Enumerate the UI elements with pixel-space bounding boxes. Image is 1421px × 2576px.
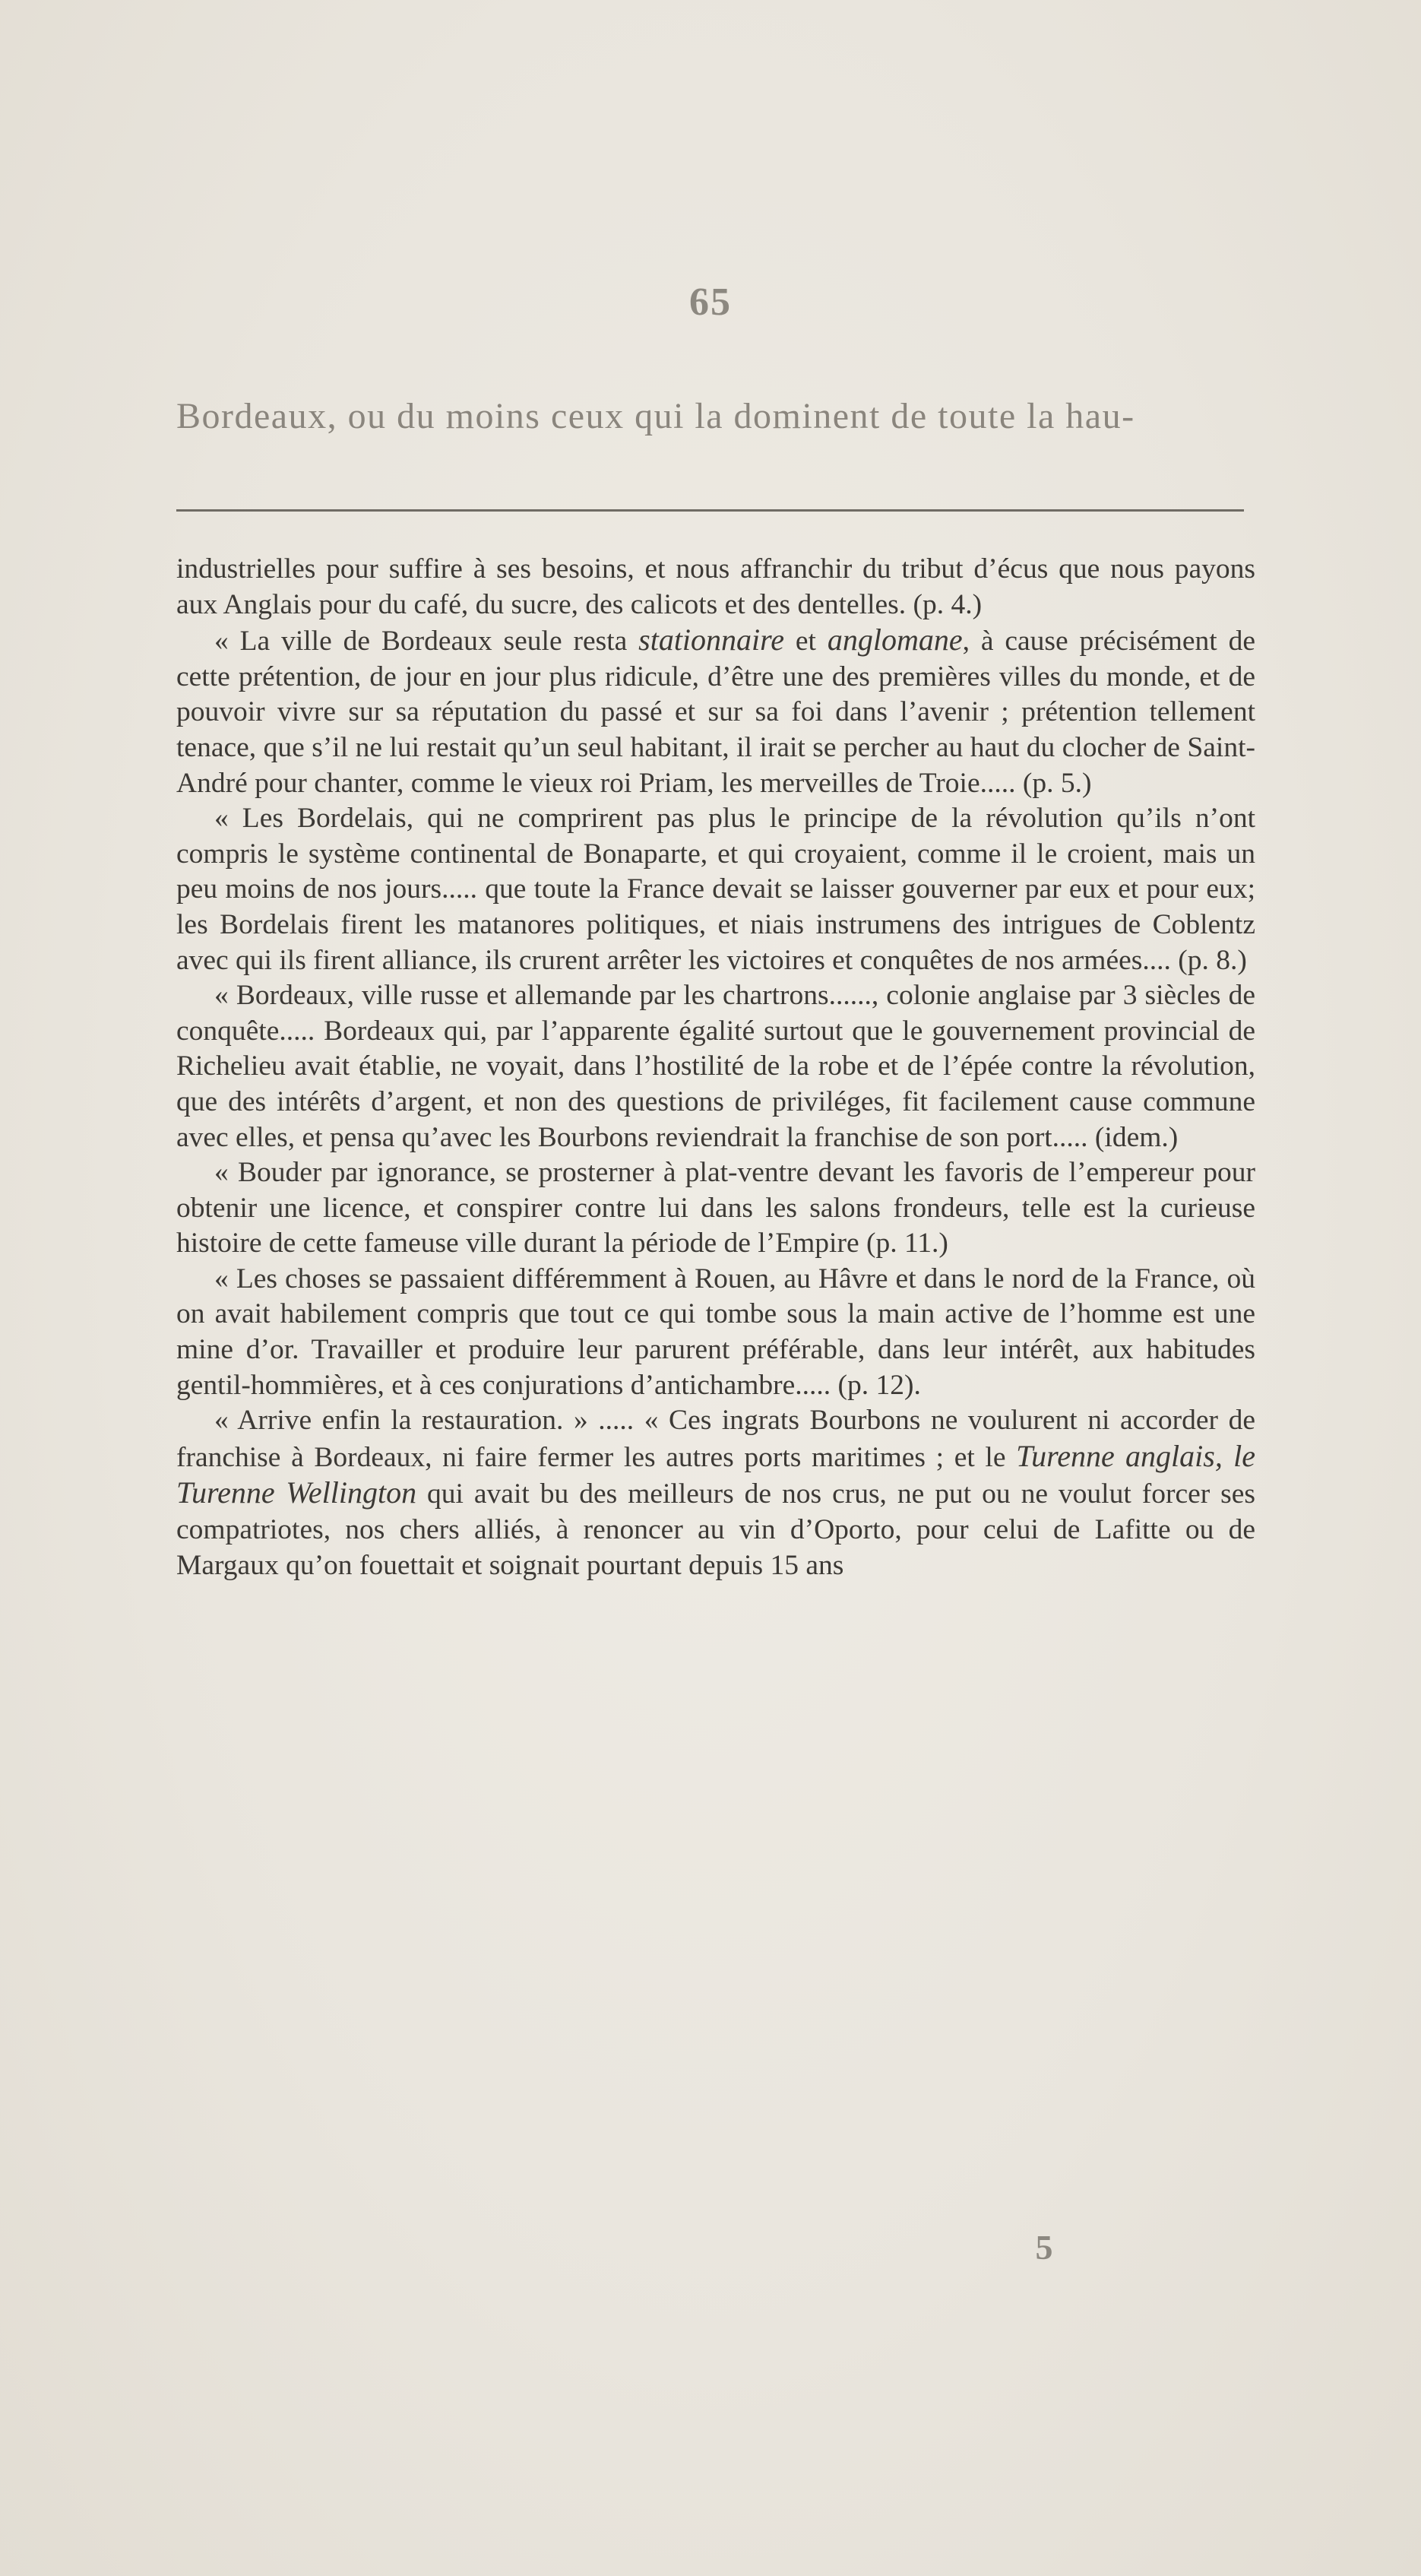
text-run: « Les Bordelais, qui ne comprirent pas plus le principe de la révolution qu’ils n’ont compris le système continental de Bonaparte, et qui croyaient, comme il le croient, mais un peu moins de nos jours..... que toute la France devait se laisser gouverner par eux et pour eux; les Bordelais firent les matanores politiques, et niais instrumens des intrigues de Coblentz avec qui ils firent alliance, ils crurent arrêter les victoires et conquêtes de nos armées.... (p. 8.) [176,803,1255,976]
text-run: « Bordeaux, ville russe et allemande par les chartrons......, colonie anglaise par 3 siècles de conquête..... Bordeaux qui, par l’apparente égalité surtout que le gouvernement provincial de Richelieu avait établie, ne voyait, dans l’hostilité de la robe et de l’épée contre la révolution, que des intérêts d’argent, et non des questions de priviléges, fit facilement cause commune avec elles, et pensa qu’avec les Bourbons reviendrait la franchise de son port..... (idem.) [176,980,1255,1153]
paragraph [176,623,1255,801]
paragraph [176,801,1255,978]
text-run: , à cause précisément de cette prétention, de jour en jour plus ridicule, d’être une des premières villes du monde, et de pouvoir vivre sur sa réputation du passé et sur sa foi dans l’avenir ; prétention tellement tenace, que s’il ne lui restait qu’un seul habitant, il irait se percher au haut du clocher de Saint-André pour chanter, comme le vieux roi Priam, les merveilles de Troie..... (p. 5.) [176,626,1255,799]
text-run: « Les choses se passaient différemment à Rouen, au Hâvre et dans le nord de la France, où on avait habilement compris que tout ce qui tombe sous la main active de l’homme est une mine d’or. Travailler et produire leur parurent préférable, dans leur intérêt, aux habitudes gentil-hommières, et à ces conjurations d’antichambre..... (p. 12). [176,1263,1255,1401]
italic-text: Turenne anglais, le Turenne Wellington [176,1438,1255,1510]
italic-text: stationnaire [638,623,784,657]
body-text [176,552,1255,1583]
paragraph [176,552,1255,623]
italic-text: anglomane [827,623,963,657]
signature-mark: 5 [1035,2228,1053,2267]
paragraph [176,1403,1255,1583]
header-rule [176,509,1244,512]
running-head: Bordeaux, ou du moins ceux qui la dominent de toute la hau- [176,396,1135,436]
text-run: et [784,626,828,657]
text-run: « Bouder par ignorance, se prosterner à plat-ventre devant les favoris de l’empereur pour obtenir une licence, et conspirer contre lui dans les salons frondeurs, telle est la curieuse histoire de cette fameuse ville durant la période de l’Empire (p. 11.) [176,1157,1255,1259]
paragraph [176,978,1255,1155]
text-run: qui avait bu des meilleurs de nos crus, ne put ou ne voulut forcer ses compatriotes, nos chers alliés, à renoncer au vin d’Oporto, pour celui de Lafitte ou de Margaux qu’on fouettait et soignait pourtant depuis 15 ans [176,1478,1256,1581]
page-number: 65 [689,280,732,324]
text-run: « La ville de Bordeaux seule resta [214,626,639,657]
text-run: industrielles pour suffire à ses besoins, et nous affranchir du tribut d’écus que nous payons aux Anglais pour du café, du sucre, des calicots et des dentelles. (p. 4.) [176,553,1255,620]
paragraph [176,1155,1255,1262]
text-run: « Arrive enfin la restauration. » ..... « Ces ingrats Bourbons ne voulurent ni accorder de franchise à Bordeaux, ni faire fermer les autres ports maritimes ; et le [176,1405,1255,1473]
paragraph [176,1262,1255,1403]
